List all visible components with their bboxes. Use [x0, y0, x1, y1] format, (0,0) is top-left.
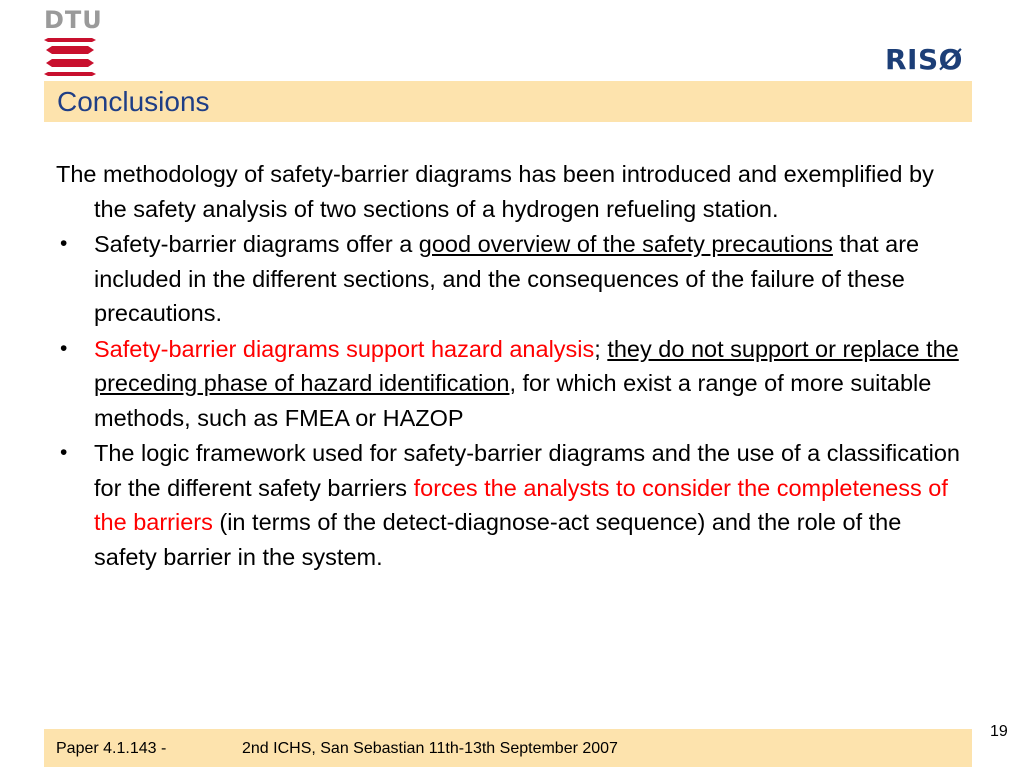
bullet-icon: • [60, 336, 68, 360]
bullet-2-text: , for which exist a range of more suitable methods, such as FMEA or HAZOP [94, 370, 932, 431]
riso-logo: RISØ [885, 43, 963, 76]
bullet-item-1 [56, 227, 966, 331]
bullet-icon: • [60, 232, 68, 255]
footer-bar [44, 729, 972, 767]
bullet-3-red-text: forces the analysts to consider the completeness of the barriers [94, 474, 948, 535]
intro-paragraph: The methodology of safety-barrier diagrams has been introduced and exemplified by the safety analysis of two sections of a hydrogen refueling station. [56, 161, 934, 222]
bullet-1-text-b: that are included in the different sections, and the consequences of the failure of these precautions. [94, 231, 920, 326]
bullet-1-underlined: good overview of the safety precautions [418, 231, 833, 257]
slide-title: Conclusions [57, 86, 210, 117]
bullet-1-text-a: Safety-barrier diagrams offer a [94, 231, 419, 257]
bullet-3-text-a: The logic framework used for safety-barrier diagrams and the use of a classification for the different safety barriers [94, 440, 960, 501]
bullet-2-underlined: they do not support or replace the preceding phase of hazard identification [94, 335, 959, 396]
bullet-3-text-b: (in terms of the detect-diagnose-act sequence) and the role of the safety barrier in the system. [94, 509, 902, 570]
footer-paper-id: Paper 4.1.143 - [56, 740, 167, 757]
bullet-item-3 [56, 436, 966, 574]
dtu-logo-text: DTU [44, 6, 103, 34]
bullet-2-red-text: Safety-barrier diagrams support hazard analysis [94, 335, 595, 362]
page-number: 19 [990, 723, 1008, 740]
bullet-icon: • [60, 441, 68, 464]
bullet-item-2 [56, 332, 966, 436]
bullet-2-separator: ; [594, 335, 608, 362]
slide-content [56, 157, 966, 575]
dtu-logo-mark [44, 38, 96, 78]
dtu-logo [44, 6, 103, 78]
footer-conference: 2nd ICHS, San Sebastian 11th-13th September 2007 [242, 740, 618, 757]
title-bar [44, 81, 972, 122]
